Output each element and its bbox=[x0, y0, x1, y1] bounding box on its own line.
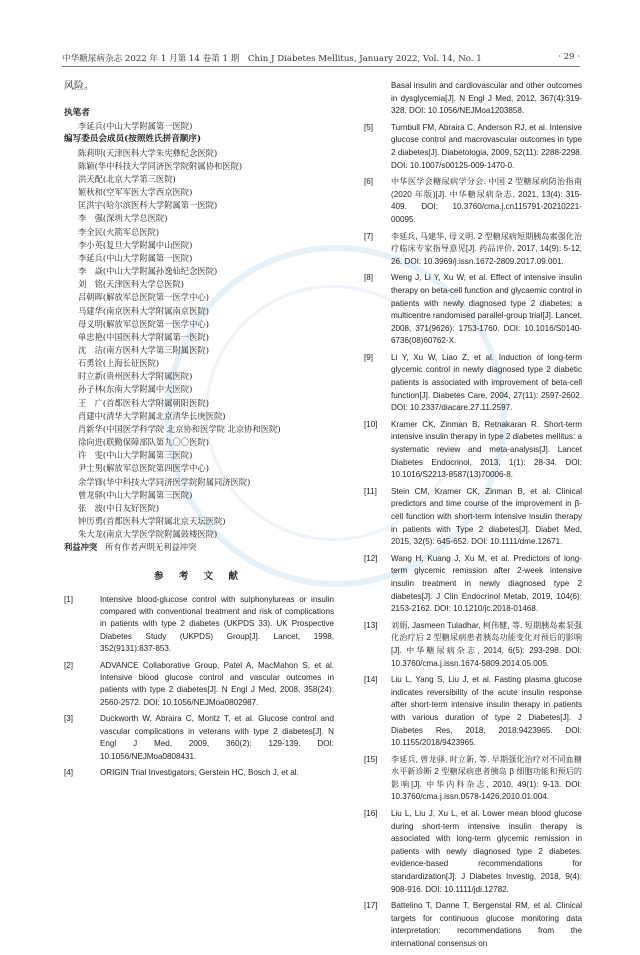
committee-member: 姬秋和(空军军医大学西京医院) bbox=[78, 187, 193, 198]
reference-number: [15] bbox=[364, 754, 378, 764]
reference-item bbox=[364, 80, 582, 118]
committee-member: 肖建中(清华大学附属北京清华长庚医院) bbox=[78, 410, 226, 421]
reference-number: [1] bbox=[64, 594, 73, 604]
committee-member: 尹士男(解放军总医院第四医学中心) bbox=[78, 463, 209, 474]
committee-member: 孙子林(东南大学附属中大医院) bbox=[78, 384, 193, 395]
reference-text: Turnbull FM, Abraira C, Anderson RJ, et al. Intensive glucose control and macrovascular outcomes in type 2 diabetes[J]. Diabetologia, 2009, 52(11): 2288-2298. DOI: 10.1007/s00125-009-1470-0. bbox=[391, 122, 582, 170]
reference-item bbox=[364, 674, 582, 750]
reference-item bbox=[64, 660, 334, 710]
page-number: · 29 · bbox=[558, 52, 580, 62]
reference-text: 李延兵, 马建华, 母义明. 2 型糖尿病短期胰岛素强化治疗临床专家指导意见[J]. 药品评价, 2017, 14(9): 5-12, 26. DOI: 10.3969/j.issn.1672-2809.2017.09.001. bbox=[391, 231, 582, 266]
committee-member: 吕朝晖(解放军总医院第一医学中心) bbox=[78, 292, 209, 303]
reference-text: 刘娟, Jasmeen Tuladhar, 柯伟健, 等. 短期胰岛素泵强化治疗后 2 型糖尿病患者胰岛功能变化对预后的影响[J]. 中华糖尿病杂志, 2014, 6(5): 293-298. DOI: 10.3760/cma.j.issn.1674-5809.2014.05.005. bbox=[391, 620, 582, 668]
committee-member: 母义明(解放军总医院第一医学中心) bbox=[78, 318, 209, 329]
conflict-label: 利益冲突 bbox=[64, 542, 98, 553]
reference-text: 中华医学会糖尿病学分会. 中国 2 型糖尿病防治指南(2020 年版)[J]. 中华糖尿病杂志, 2021, 13(4): 315-409. DOI: 10.3760/cma.j.cn115791-20210221-00095. bbox=[391, 177, 582, 224]
committee-member: 李小英(复旦大学附属中山医院) bbox=[78, 239, 193, 250]
reference-item bbox=[64, 767, 334, 779]
body-text: 风险。 bbox=[64, 81, 94, 92]
reference-text: Stein CM, Kramer CK, Zinman B, et al. Clinical predictors and time course of the improvement in β-cell function with short-term intensive insulin therapy in patients with Type 2 diabetes[J]. Diabet Med, 2015, 32(5): 645-652. DOI: 10.1111/dme.12671. bbox=[391, 486, 582, 547]
reference-item bbox=[364, 122, 582, 172]
committee-member: 洪天配(北京大学第三医院) bbox=[78, 173, 176, 184]
header-rule bbox=[62, 66, 580, 67]
committee-member: 沈 洁(南方医科大学第三附属医院) bbox=[78, 344, 209, 355]
references-list-right bbox=[364, 80, 582, 951]
reference-number: [8] bbox=[364, 273, 373, 283]
committee-member: 许 雯(中山大学附属第三医院) bbox=[78, 450, 193, 461]
reference-item bbox=[364, 419, 582, 482]
committee-member: 李全民(火箭军总医院) bbox=[78, 226, 160, 237]
reference-item bbox=[364, 808, 582, 896]
committee-label: 编写委员会成员(按照姓氏拼音顺序) bbox=[64, 134, 202, 145]
author-label: 执笔者 bbox=[64, 108, 90, 119]
committee-member: 马建华(南京医科大学附属南京医院) bbox=[78, 305, 209, 316]
committee-member: 匡洪宇(哈尔滨医科大学附属第一医院) bbox=[78, 200, 218, 211]
reference-item bbox=[64, 594, 334, 656]
reference-number: [11] bbox=[364, 486, 377, 496]
reference-item bbox=[364, 352, 582, 415]
references-list-left bbox=[64, 594, 334, 780]
reference-text: Kramer CK, Zinman B, Retnakaran R. Short-term intensive insulin therapy in type 2 diabetes mellitus: a systematic review and meta-analysis[J]. Lancet Diabetes Endocrinol, 2013, 1(1): 28-34. DOI: 10.1016/S2213-8587(13)70006-8. bbox=[391, 419, 582, 480]
reference-text: Liu L, Yang S, Liu J, et al. Fasting plasma glucose indicates reversibility of the acute insulin response after short-term intensive insulin therapy in patients with various duration of type 2 Diabetes[J]. J Diabetes Res, 2018, 2018:9423965. DOI: 10.1155/2018/9423965. bbox=[391, 675, 582, 748]
reference-text: Battelino T, Danne T, Bergenstal RM, et al. Clinical targets for continuous glucose monitoring data interpretation: recommendations from the international consensus on bbox=[391, 901, 582, 948]
reference-text: ORIGIN Trial Investigators, Gerstein HC, Bosch J, et al. bbox=[100, 767, 299, 777]
reference-item bbox=[364, 272, 582, 348]
reference-number: [4] bbox=[64, 767, 73, 777]
conflict-text: 所有作者声明无利益冲突 bbox=[105, 542, 197, 553]
committee-member: 单忠艳(中国医科大学附属第一医院) bbox=[78, 331, 209, 342]
reference-number: [14] bbox=[364, 675, 378, 685]
committee-member: 时立新(贵州医科大学附属医院) bbox=[78, 371, 193, 382]
committee-member: 陈颖(华中科技大学同济医学院附属协和医院) bbox=[78, 160, 243, 171]
reference-text: 李延兵, 曾龙驿, 时立新, 等. 早期强化治疗对不同血糖水平新诊断 2 型糖尿病患者胰岛 β 细胞功能和预后的影响[J]. 中华内科杂志, 2010, 49(1): 9-13. DOI: 10.3760/cma.j.issn.0578-1426.2010.01.004. bbox=[391, 754, 582, 802]
reference-number: [9] bbox=[364, 352, 373, 362]
committee-member: 石勇铨(上海长征医院) bbox=[78, 358, 160, 369]
committee-member: 张 波(中日友好医院) bbox=[78, 502, 160, 513]
committee-member: 肖新华(中国医学科学院 北京协和医学院 北京协和医院) bbox=[78, 423, 281, 434]
reference-text: Liu L, Liu J, Xu L, et al. Lower mean blood glucose during short-term intensive insulin therapy is associated with long-term glycemic remission in patients with newly diagnosed type 2 diabetes: evidence-based recommendations for standardization[J]. J Diabetes Investig, 2018, 9(4): 908-916. DOI: 10.1111/jdi.12782. bbox=[391, 809, 582, 894]
journal-citation: 中华糖尿病杂志 2022 年 1 月第 14 卷第 1 期 Chin J Diabetes Mellitus, January 2022, Vol. 14, No. 1 bbox=[62, 54, 482, 64]
references-title: 参 考 文 献 bbox=[154, 571, 244, 583]
reference-number: [10] bbox=[364, 419, 378, 429]
reference-number: [13] bbox=[364, 620, 378, 630]
conflict-statement bbox=[64, 541, 334, 554]
right-column bbox=[364, 80, 582, 955]
reference-text: Weng J, Li Y, Xu W, et al. Effect of intensive insulin therapy on beta-cell function and glycaemic control in patients with newly diagnosed type 2 diabetes: a multicentre randomised parallel-group trial[J]. Lancet, 2008, 371(9626): 1753-1760. DOI: 10.1016/S0140-6736(08)60762-X. bbox=[391, 273, 582, 346]
reference-item bbox=[64, 713, 334, 763]
reference-number: [5] bbox=[364, 122, 373, 132]
reference-number: [7] bbox=[364, 231, 373, 241]
committee-member: 朱大龙(南京大学医学院附属鼓楼医院) bbox=[78, 529, 218, 540]
left-column bbox=[64, 80, 334, 783]
reference-item bbox=[364, 231, 582, 269]
committee-member: 王 广(首都医科大学附属朝阳医院) bbox=[78, 397, 209, 408]
committee-member: 钟历勇(首都医科大学附属北京天坛医院) bbox=[78, 516, 226, 526]
committee-member: 李延兵(中山大学附属第一医院) bbox=[78, 252, 193, 263]
reference-text: ADVANCE Collaborative Group, Patel A, MacMahon S, et al. Intensive blood glucose control and vascular outcomes in patients with type 2 diabetes[J]. N Engl J Med, 2008, 358(24): 2560-2572. DOI: 10.1056/NEJMoa0802987. bbox=[100, 660, 334, 707]
reference-number: [3] bbox=[64, 714, 73, 724]
reference-item bbox=[364, 900, 582, 950]
reference-number: [12] bbox=[364, 553, 378, 563]
running-header bbox=[62, 52, 580, 66]
reference-text: Duckworth W, Abraira C, Moritz T, et al. Glucose control and vascular complications in veterans with type 2 diabetes[J]. N Engl J Med, 2009, 360(2): 129-139. DOI: 10.1056/NEJMoa0808431. bbox=[100, 714, 334, 761]
reference-text: Basal insulin and cardiovascular and other outcomes in dysglycemia[J]. N Engl J Med, 2012, 367(4):319-328. DOI: 10.1056/NEJMoa1203858. bbox=[391, 81, 582, 116]
reference-item bbox=[364, 176, 582, 226]
reference-number: [16] bbox=[364, 809, 378, 819]
committee-member: 陈莉明(天津医科大学朱宪彝纪念医院) bbox=[78, 147, 218, 158]
committee-member: 徐向进(联勤保障部队第九〇〇医院) bbox=[78, 437, 209, 448]
committee-member: 李 焱(中山大学附属孙逸仙纪念医院) bbox=[78, 266, 218, 277]
author-name: 李延兵(中山大学附属第一医院) bbox=[78, 121, 193, 132]
committee-member: 曾龙驿(中山大学附属第三医院) bbox=[78, 489, 193, 500]
reference-number: [6] bbox=[364, 177, 373, 187]
committee-member: 余学锋(华中科技大学同济医学院附属同济医院) bbox=[78, 476, 251, 487]
committee-member: 刘 铭(天津医科大学总医院) bbox=[78, 279, 185, 290]
committee-member: 李 强(深圳大学总医院) bbox=[78, 213, 168, 224]
reference-text: Wang H, Kuang J, Xu M, et al. Predictors of long-term glycemic remission after 2-week intensive insulin treatment in newly diagnosed type 2 diabetes[J]. J Clin Endocrinol Metab, 2019, 104(6): 2153-2162. DOI: 10.1210/jc.2018-01468. bbox=[391, 553, 582, 614]
reference-text: Li Y, Xu W, Liao Z, et al. Induction of long-term glycemic control in newly diagnosed type 2 diabetic patients is associated with improvement of beta-cell function[J]. Diabetes Care, 2004, 27(11): 2597-2602. DOI: 10.2337/diacare.27.11.2597. bbox=[391, 352, 582, 413]
committee-members bbox=[64, 147, 334, 542]
reference-item bbox=[364, 620, 582, 670]
reference-item bbox=[364, 754, 582, 804]
reference-number: [2] bbox=[64, 660, 73, 670]
reference-item bbox=[364, 553, 582, 616]
reference-text: Intensive blood-glucose control with sulphonylureas or insulin compared with conventional treatment and risk of complications in patients with type 2 diabetes (UKPDS 33). UK Prospective Diabetes Study (UKPDS) Group[J]. Lancet, 1998, 352(9131):837-853. bbox=[100, 594, 334, 654]
reference-number: [17] bbox=[364, 901, 378, 911]
reference-item bbox=[364, 486, 582, 549]
